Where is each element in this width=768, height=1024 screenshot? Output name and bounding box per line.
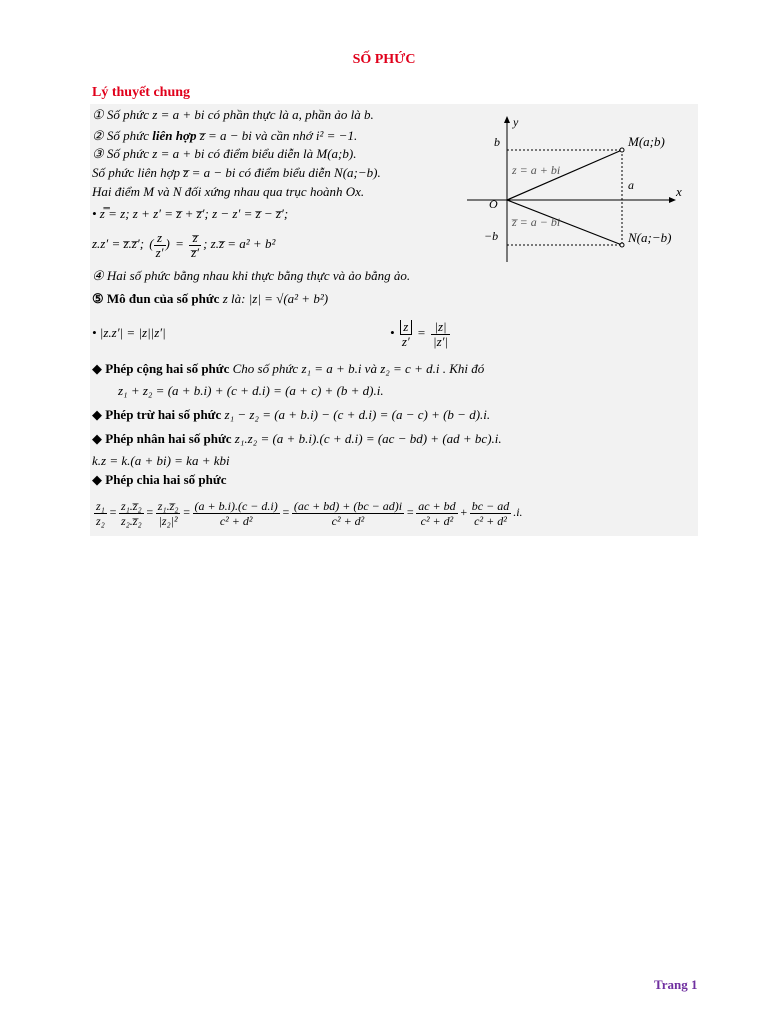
zbar-label: z̅ = a − bi <box>512 215 561 229</box>
multiplication-formula: z₁.z₂ = (a + b.i).(c + d.i) = (ac − bd) + (ad + bc).i. <box>231 431 502 446</box>
frac-grouped <box>292 499 404 528</box>
multiplication: ◆ Phép nhân hai số phức z₁.z₂ = (a + b.i).(c + d.i) = (ac − bd) + (ad + bc).i. <box>92 431 502 446</box>
product-modulus: ; z.z̅ = a² + b² <box>203 236 276 251</box>
product-conjugate: z.z′ = z̅.z̅′; <box>92 236 145 251</box>
frac-num: ac + bd <box>418 498 456 513</box>
origin-label: O <box>489 197 498 211</box>
page-title: SỐ PHỨC <box>352 52 416 67</box>
frac-num: (ac + bd) + (bc − ad)i <box>293 498 403 513</box>
frac-den: z₂.z̅₂ <box>120 513 142 528</box>
frac-den: c² + d² <box>420 513 454 528</box>
frac-z1-z2 <box>94 499 107 528</box>
item-2-bold: liên hợp <box>152 128 197 143</box>
m-point-label: M(a;b) <box>628 134 665 149</box>
frac-den: |z′| <box>433 333 449 349</box>
section-heading: Lý thuyết chung <box>92 85 191 100</box>
item-3-properties: • z̿ = z; z + z′ = z̅ + z̅′; z − z′ = z̅ − z̅′; <box>92 206 289 221</box>
frac-num: z₁ <box>96 498 105 513</box>
minus-b-label: −b <box>484 229 499 243</box>
bullet: • <box>390 325 395 340</box>
frac-num: |z| <box>431 320 450 335</box>
addition-text: Cho số phức z₁ = a + b.i và z₂ = c + d.i . Khi đó <box>229 361 485 376</box>
item-3-conjugate: Số phức liên hợp z̅ = a − bi có điểm biểu diễn N(a;−b). <box>92 165 381 180</box>
frac-den: c² + d² <box>474 513 507 528</box>
frac-num: z₁.z̅₂ <box>157 498 179 513</box>
modulus-quotient: • $\frac{z}{z'}$ = $\frac{|z|}{|z'|}$ <box>390 318 449 349</box>
x-label: x <box>676 184 682 199</box>
fraction-abs <box>400 320 412 349</box>
subtraction-formula: z₁ − z₂ = (a + b.i) − (c + d.i) = (a − c) + (b − d).i. <box>221 407 491 422</box>
frac-den: |z₂|² <box>158 513 178 528</box>
frac-den: z′ <box>155 244 164 260</box>
frac-num: z̅ <box>189 231 201 246</box>
item-3-symmetry: Hai điểm M và N đối xứng nhau qua trục hoành Ox. <box>92 184 365 199</box>
item-1: ① Số phức z = a + bi có phần thực là a, phần ảo là b. <box>92 107 374 122</box>
frac-imag <box>470 499 511 528</box>
frac-num: z <box>400 320 412 335</box>
division-formula: $\frac{\text{z₁}}{\text{z₂}}$ = $\frac{\text{z₁.z̅₂}}{\text{z₂.z̅₂}}$ = $\frac{\text{z₁.z̅₂}}{\text{|z₂|²}}$ = $\frac{(a + b.i).(c - d.i)}{\text{c² + d²}}$ = $\frac{(ac + bd) + (bc - ad)i}{\text{c² + d²}}$ = $\frac{ac + bd}{\text{c² + d²}}$ + $\frac{bc - ad}{\text{c² + d²}}$ .i. <box>96 498 523 528</box>
subtraction-bold: Phép trừ hai số phức <box>105 407 222 422</box>
item-2 <box>92 127 357 144</box>
multiplication-bold: Phép nhân hai số phức <box>105 431 232 446</box>
division-bold: Phép chia hai số phức <box>105 472 227 487</box>
addition: ◆ Phép cộng hai số phức Cho số phức z₁ = a + b.i và z₂ = c + d.i . Khi đó <box>92 361 485 376</box>
addition-formula: z₁ + z₂ = (a + b.i) + (c + d.i) = (a + c) + (b + d).i. <box>118 383 384 398</box>
z-label: z = a + bi <box>512 163 561 177</box>
item-2-rest: z̅ = a − bi và cần nhớ i² = −1. <box>196 128 358 143</box>
frac-den: c² + d² <box>331 513 365 528</box>
item-3: ③ Số phức z = a + bi có điểm biểu diễn là M(a;b). <box>92 146 357 161</box>
modulus-product: • |z.z′| = |z||z′| <box>92 325 166 340</box>
y-arrow <box>504 116 510 123</box>
formula-tail: .i. <box>513 505 523 519</box>
frac-den: c² + d² <box>219 513 253 528</box>
frac-den: z̅′ <box>191 244 200 260</box>
frac-conj <box>119 499 144 528</box>
item-4: ④ Hai số phức bằng nhau khi thực bằng thực và ảo bằng ảo. <box>92 268 411 283</box>
page-number: Trang 1 <box>654 977 698 992</box>
frac-modulus <box>156 499 181 528</box>
fraction-abs-ratio <box>431 320 450 349</box>
scalar-multiplication: k.z = k.(a + bi) = ka + kbi <box>92 453 230 468</box>
item-5 <box>92 290 328 307</box>
b-label: b <box>494 135 500 149</box>
addition-bold: Phép cộng hai số phức <box>105 361 230 376</box>
frac-expanded <box>193 499 280 528</box>
item-2-text: ② Số phức <box>92 128 150 143</box>
frac-den: z₂ <box>96 513 105 528</box>
subtraction: ◆ Phép trừ hai số phức z₁ − z₂ = (a + b.i) − (c + d.i) = (a − c) + (b − d).i. <box>92 407 491 422</box>
complex-plane-diagram <box>462 112 692 272</box>
frac-num: z <box>154 231 166 246</box>
frac-real <box>416 499 457 528</box>
item-5-formula: z là: |z| = √(a² + b²) <box>219 291 329 306</box>
x-arrow <box>669 197 676 203</box>
frac-num: (a + b.i).(c − d.i) <box>194 498 278 513</box>
item-5-bold: ⑤ Mô đun của số phức <box>92 291 220 306</box>
fraction-quotient: ( $\frac{z}{z'}$ ) <box>149 229 170 260</box>
a-label: a <box>628 178 634 192</box>
item-3-products: z.z′ = z̅.z̅′; ( $\frac{z}{z'}$ ) = $\frac{z̅}{z̅'}$ ; z.z̅ = a² + b² <box>92 229 276 260</box>
frac-den: z′ <box>401 333 410 349</box>
fraction-conjugate <box>189 231 201 260</box>
frac-num: bc − ad <box>471 498 510 513</box>
point-m <box>620 148 624 152</box>
y-label: y <box>513 115 519 129</box>
n-point-label: N(a;−b) <box>628 230 672 245</box>
division: ◆ Phép chia hai số phức <box>92 472 227 487</box>
point-n <box>620 243 624 247</box>
frac-num: z₁.z̅₂ <box>120 498 142 513</box>
